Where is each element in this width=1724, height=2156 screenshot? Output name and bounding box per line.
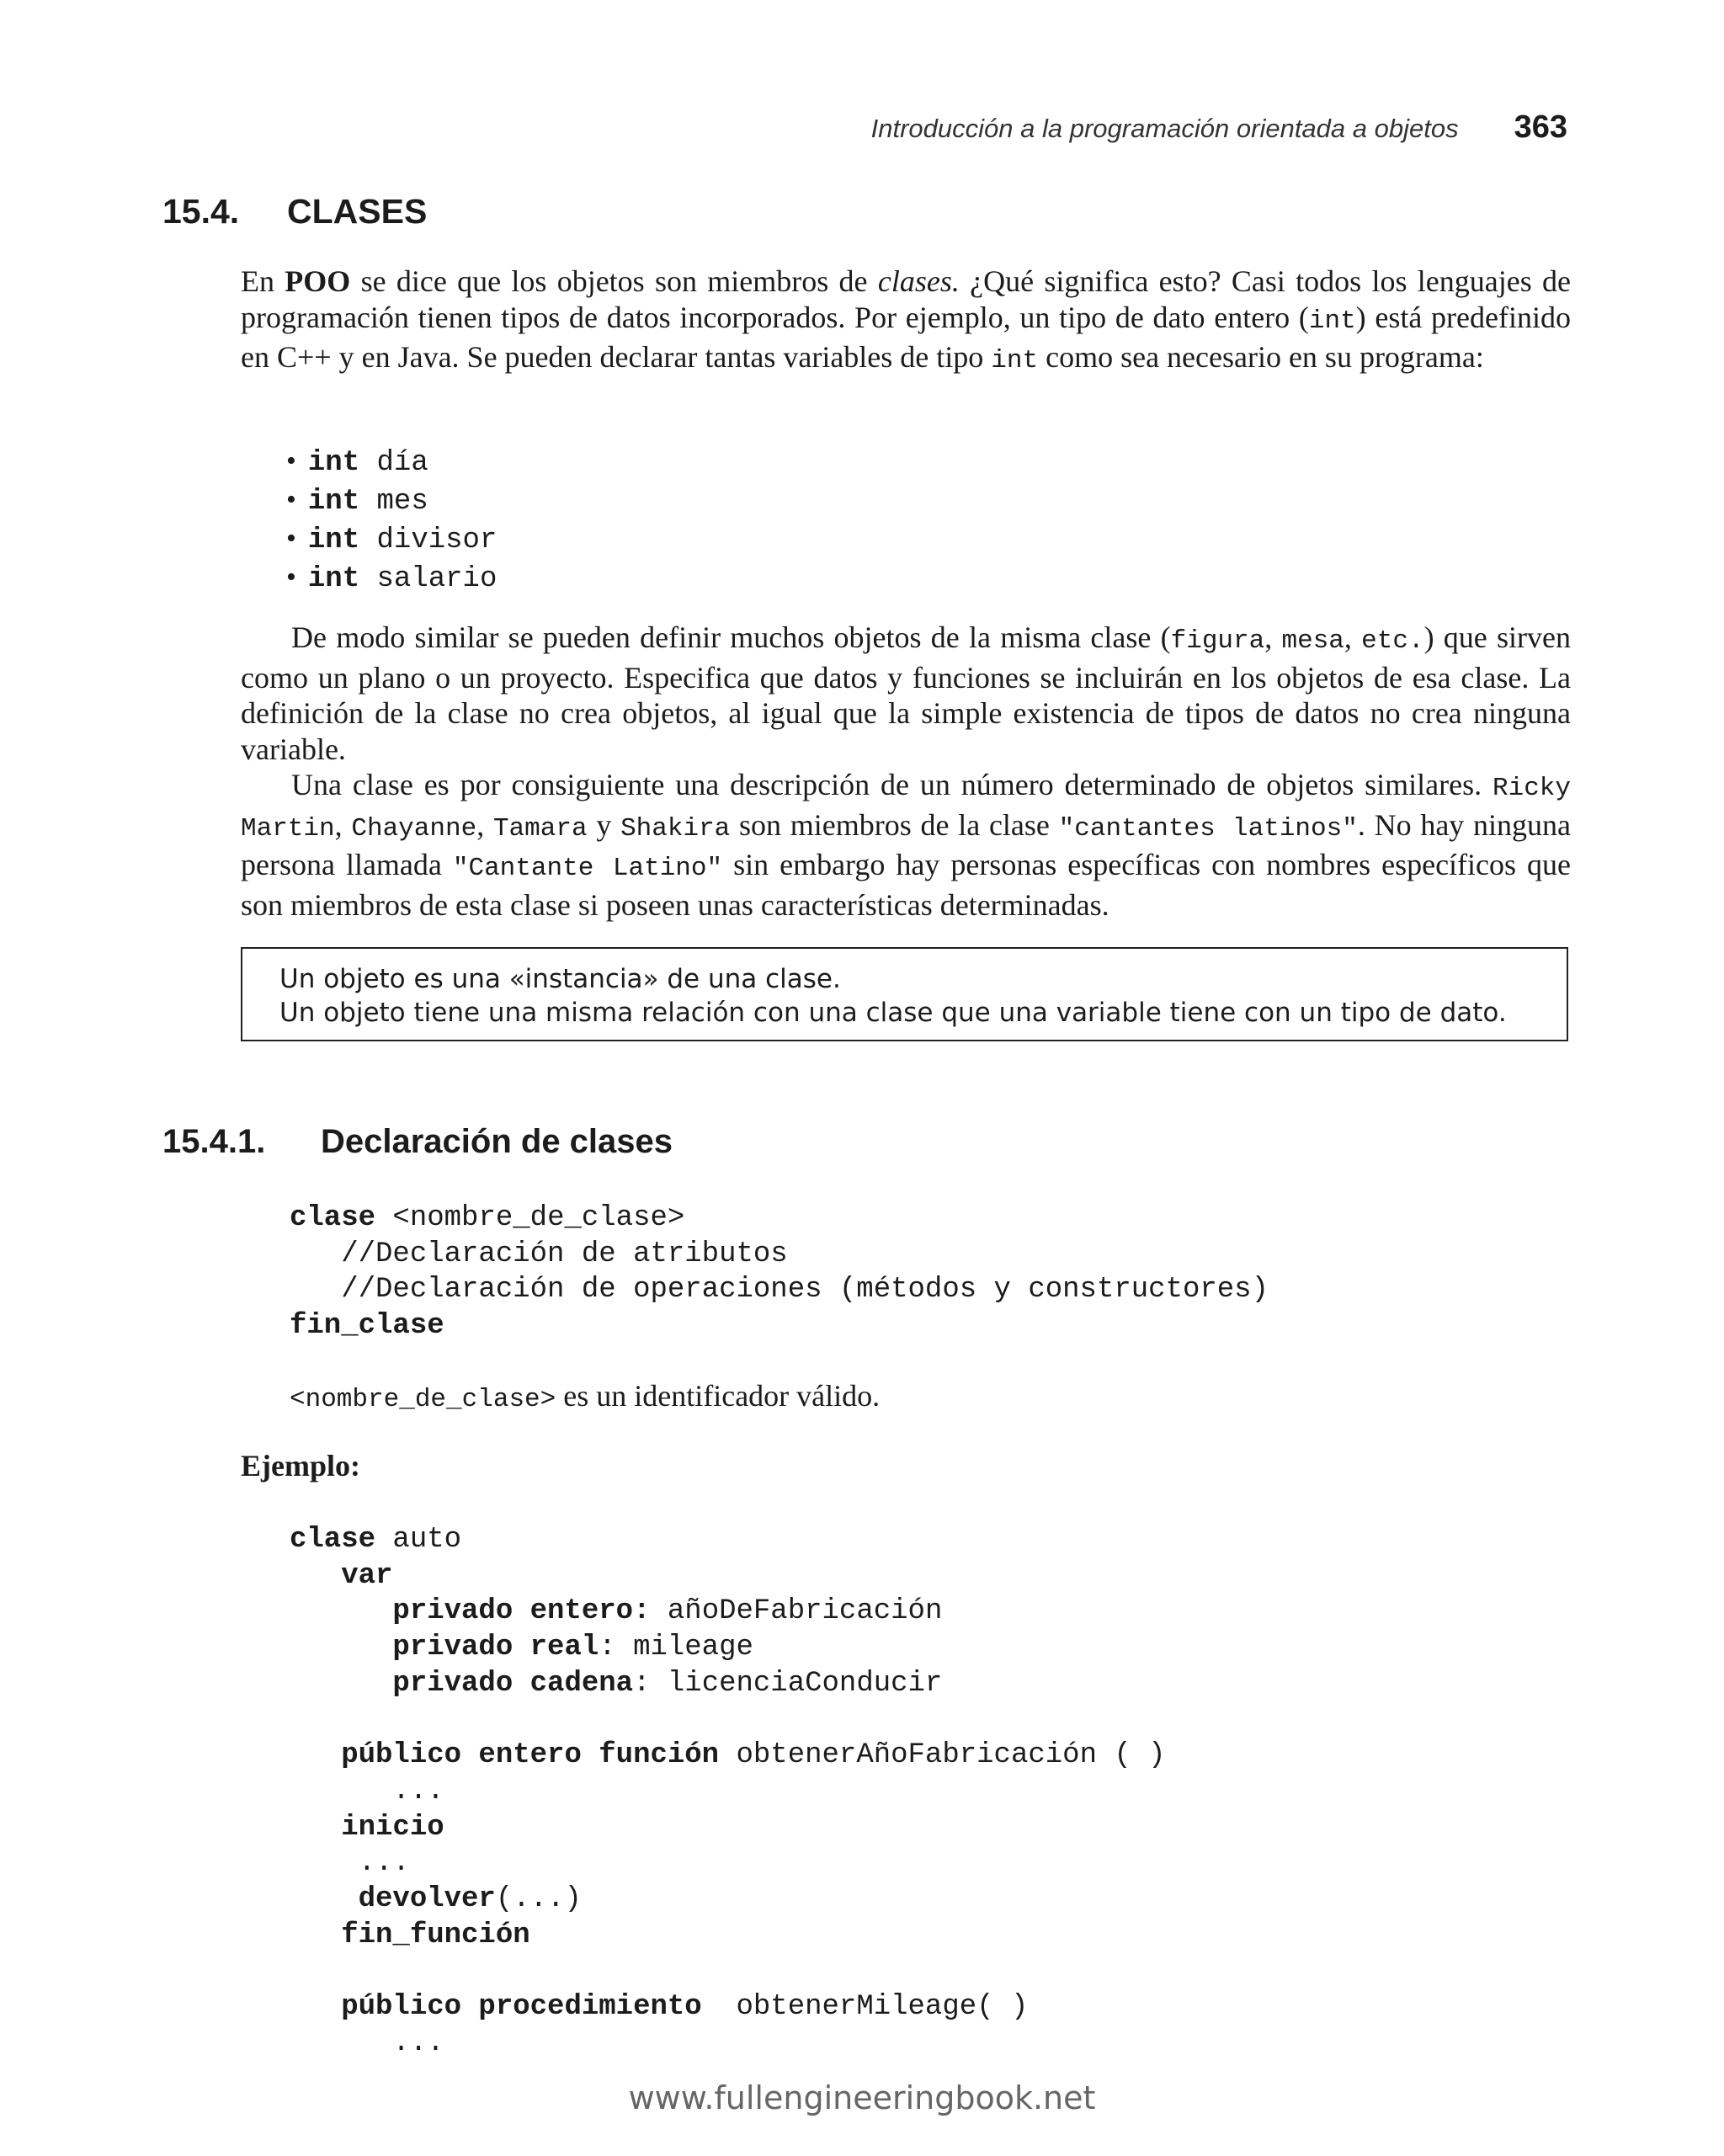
note-line: Un objeto es una «instancia» de una clase. [279, 964, 841, 994]
section-number: 15.4. [162, 192, 240, 231]
subsection-number: 15.4.1. [162, 1123, 266, 1160]
subsection-heading [162, 1123, 673, 1161]
paragraph: De modo similar se pueden definir muchos objetos de la misma clase (figura, mesa, etc.) que sirven como un plano o un proyecto. Especifica que datos y funciones se incluirán en los objetos de esa clase. La definición de la clase no crea objetos, al igual que la simple existencia de tipos de datos no crea ninguna variable. [241, 620, 1572, 766]
class-description [241, 620, 1571, 923]
note-line: Un objeto tiene una misma relación con una clase que una variable tiene con un tipo de dato. [279, 998, 1507, 1028]
variable-list [286, 443, 497, 598]
example-code: clase auto var privado entero: añoDeFabricación privado real: mileage privado cadena: licenciaConducir público entero función obtenerAñoFabricación ( ) ... inicio ... devolver(...) fin_función público procedimiento obtenerMileage( ) ... [290, 1524, 1166, 2059]
definition-note-box [241, 947, 1568, 1041]
clases-term: clases. [877, 264, 960, 298]
subsection-title: Declaración de clases [321, 1123, 673, 1160]
list-item: • int salario [286, 562, 498, 595]
inline-code: int [1308, 306, 1356, 336]
class-syntax-code: clase <nombre_de_clase> //Declaración de atributos //Declaración de operaciones (métodos y constructores) fin_clase [290, 1202, 1269, 1343]
running-header [871, 109, 1567, 146]
list-item: • int día [286, 445, 428, 479]
identifier-note: <nombre_de_clase> es un identificador válido. [290, 1379, 881, 1414]
list-item: • int divisor [286, 523, 498, 556]
example-label: Ejemplo: [241, 1449, 360, 1483]
list-item: • int mes [286, 484, 428, 518]
page-number: 363 [1514, 109, 1567, 145]
running-title: Introducción a la programación orientada a objetos [870, 114, 1459, 143]
intro-paragraph: En POO se dice que los objetos son miembros de clases. ¿Qué significa esto? Casi todos los lenguajes de programación tienen tipos de datos incorporados. Por ejemplo, un tipo de dato entero (int) está predefinido en C++ y en Java. Se pueden declarar tantas variables de tipo int como sea necesario en su programa: [241, 264, 1572, 375]
paragraph: Una clase es por consiguiente una descripción de un número determinado de objetos similares. Ricky Martin, Chayanne, Tamara y Shakira son miembros de la clase "cantantes latinos". No hay ninguna persona llamada "Cantante Latino" sin embargo hay personas específicas con nombres específicos que son miembros de esta clase si poseen unas características determinadas. [241, 768, 1572, 922]
poo-term: POO [285, 264, 351, 298]
footer-url: www.fullengineeringbook.net [628, 2079, 1096, 2116]
section-heading [162, 192, 427, 232]
inline-code: int [991, 346, 1039, 375]
section-title: CLASES [287, 192, 428, 231]
